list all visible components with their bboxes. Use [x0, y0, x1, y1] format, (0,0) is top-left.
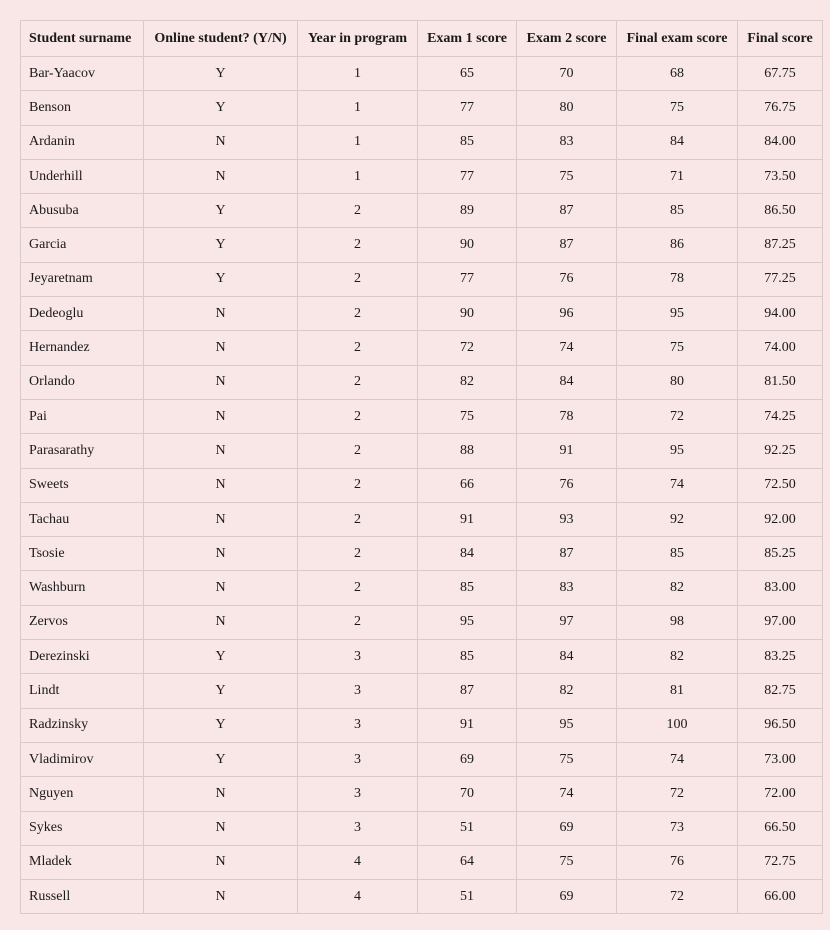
cell-online: Y: [144, 674, 298, 708]
cell-year: 2: [298, 537, 418, 571]
cell-year: 3: [298, 708, 418, 742]
cell-final-score: 82.75: [738, 674, 823, 708]
cell-online: N: [144, 468, 298, 502]
header-final-score: Final score: [738, 21, 823, 57]
cell-exam-1: 70: [418, 777, 517, 811]
cell-online: N: [144, 811, 298, 845]
table-row: [21, 57, 823, 91]
cell-final-score: 92.25: [738, 434, 823, 468]
cell-exam-1: 91: [418, 502, 517, 536]
cell-surname: Benson: [21, 91, 144, 125]
cell-exam-1: 77: [418, 159, 517, 193]
table-container: [20, 20, 822, 914]
cell-surname: Radzinsky: [21, 708, 144, 742]
table-body: [21, 57, 823, 914]
cell-exam-1: 51: [418, 880, 517, 914]
table-row: [21, 845, 823, 879]
cell-surname: Sweets: [21, 468, 144, 502]
cell-year: 4: [298, 845, 418, 879]
cell-year: 4: [298, 880, 418, 914]
cell-exam-2: 76: [517, 468, 617, 502]
cell-online: N: [144, 537, 298, 571]
cell-surname: Zervos: [21, 605, 144, 639]
cell-year: 3: [298, 811, 418, 845]
cell-exam-1: 66: [418, 468, 517, 502]
cell-final-exam: 92: [617, 502, 738, 536]
cell-final-exam: 74: [617, 742, 738, 776]
cell-exam-2: 80: [517, 91, 617, 125]
cell-final-score: 72.50: [738, 468, 823, 502]
cell-final-score: 66.50: [738, 811, 823, 845]
cell-final-exam: 68: [617, 57, 738, 91]
cell-exam-2: 76: [517, 262, 617, 296]
cell-final-score: 85.25: [738, 537, 823, 571]
cell-surname: Underhill: [21, 159, 144, 193]
table-row: [21, 640, 823, 674]
cell-year: 1: [298, 57, 418, 91]
table-row: [21, 434, 823, 468]
table-row: [21, 571, 823, 605]
cell-exam-1: 51: [418, 811, 517, 845]
cell-final-exam: 78: [617, 262, 738, 296]
cell-final-exam: 72: [617, 777, 738, 811]
table-row: [21, 502, 823, 536]
cell-final-exam: 76: [617, 845, 738, 879]
cell-final-exam: 75: [617, 331, 738, 365]
cell-surname: Lindt: [21, 674, 144, 708]
cell-online: N: [144, 502, 298, 536]
cell-final-exam: 82: [617, 640, 738, 674]
header-exam-2-score: Exam 2 score: [517, 21, 617, 57]
cell-final-exam: 84: [617, 125, 738, 159]
cell-final-exam: 71: [617, 159, 738, 193]
cell-exam-1: 87: [418, 674, 517, 708]
cell-online: N: [144, 605, 298, 639]
cell-final-score: 74.00: [738, 331, 823, 365]
cell-exam-2: 75: [517, 742, 617, 776]
table-row: [21, 91, 823, 125]
cell-year: 2: [298, 228, 418, 262]
cell-year: 2: [298, 262, 418, 296]
student-scores-table: [20, 20, 823, 914]
cell-surname: Dedeoglu: [21, 297, 144, 331]
cell-online: Y: [144, 708, 298, 742]
cell-online: Y: [144, 228, 298, 262]
cell-exam-1: 64: [418, 845, 517, 879]
cell-online: N: [144, 571, 298, 605]
cell-final-exam: 82: [617, 571, 738, 605]
cell-surname: Orlando: [21, 365, 144, 399]
table-row: [21, 365, 823, 399]
table-row: [21, 262, 823, 296]
cell-surname: Mladek: [21, 845, 144, 879]
cell-online: Y: [144, 640, 298, 674]
cell-exam-2: 75: [517, 159, 617, 193]
cell-final-exam: 95: [617, 434, 738, 468]
cell-final-score: 76.75: [738, 91, 823, 125]
cell-surname: Bar-Yaacov: [21, 57, 144, 91]
cell-exam-2: 97: [517, 605, 617, 639]
cell-surname: Pai: [21, 399, 144, 433]
table-row: [21, 399, 823, 433]
cell-online: N: [144, 777, 298, 811]
cell-exam-1: 85: [418, 640, 517, 674]
cell-year: 2: [298, 297, 418, 331]
cell-online: Y: [144, 57, 298, 91]
cell-online: N: [144, 845, 298, 879]
cell-final-score: 92.00: [738, 502, 823, 536]
cell-surname: Washburn: [21, 571, 144, 605]
table-row: [21, 777, 823, 811]
cell-exam-2: 87: [517, 228, 617, 262]
cell-final-score: 73.50: [738, 159, 823, 193]
table-row: [21, 880, 823, 914]
cell-final-exam: 75: [617, 91, 738, 125]
cell-final-score: 83.25: [738, 640, 823, 674]
cell-final-score: 72.75: [738, 845, 823, 879]
cell-exam-1: 89: [418, 194, 517, 228]
cell-surname: Nguyen: [21, 777, 144, 811]
cell-final-score: 77.25: [738, 262, 823, 296]
cell-year: 2: [298, 365, 418, 399]
cell-year: 2: [298, 194, 418, 228]
cell-online: N: [144, 331, 298, 365]
table-row: [21, 537, 823, 571]
table-row: [21, 228, 823, 262]
cell-final-exam: 74: [617, 468, 738, 502]
cell-final-exam: 85: [617, 194, 738, 228]
cell-online: Y: [144, 194, 298, 228]
table-row: [21, 297, 823, 331]
table-row: [21, 125, 823, 159]
cell-surname: Abusuba: [21, 194, 144, 228]
cell-year: 1: [298, 125, 418, 159]
cell-final-score: 84.00: [738, 125, 823, 159]
cell-final-score: 96.50: [738, 708, 823, 742]
cell-online: Y: [144, 742, 298, 776]
cell-online: N: [144, 365, 298, 399]
cell-online: N: [144, 434, 298, 468]
cell-exam-2: 93: [517, 502, 617, 536]
cell-year: 3: [298, 742, 418, 776]
cell-exam-1: 90: [418, 228, 517, 262]
cell-year: 3: [298, 777, 418, 811]
cell-online: N: [144, 125, 298, 159]
cell-exam-1: 91: [418, 708, 517, 742]
cell-exam-2: 91: [517, 434, 617, 468]
cell-final-exam: 95: [617, 297, 738, 331]
cell-exam-2: 70: [517, 57, 617, 91]
cell-exam-2: 74: [517, 777, 617, 811]
cell-final-score: 66.00: [738, 880, 823, 914]
cell-exam-1: 65: [418, 57, 517, 91]
cell-exam-1: 77: [418, 91, 517, 125]
cell-exam-2: 84: [517, 640, 617, 674]
cell-final-exam: 98: [617, 605, 738, 639]
cell-final-score: 97.00: [738, 605, 823, 639]
table-row: [21, 331, 823, 365]
table-row: [21, 708, 823, 742]
cell-year: 2: [298, 434, 418, 468]
table-row: [21, 674, 823, 708]
cell-final-exam: 86: [617, 228, 738, 262]
cell-surname: Tachau: [21, 502, 144, 536]
cell-final-exam: 100: [617, 708, 738, 742]
header-year-in-program: Year in program: [298, 21, 418, 57]
cell-final-exam: 80: [617, 365, 738, 399]
cell-online: N: [144, 159, 298, 193]
cell-online: Y: [144, 91, 298, 125]
cell-exam-1: 77: [418, 262, 517, 296]
cell-surname: Tsosie: [21, 537, 144, 571]
table-row: [21, 605, 823, 639]
cell-exam-1: 88: [418, 434, 517, 468]
cell-exam-2: 69: [517, 811, 617, 845]
cell-exam-2: 95: [517, 708, 617, 742]
cell-exam-1: 90: [418, 297, 517, 331]
cell-exam-2: 83: [517, 571, 617, 605]
cell-final-exam: 73: [617, 811, 738, 845]
cell-surname: Derezinski: [21, 640, 144, 674]
cell-exam-2: 96: [517, 297, 617, 331]
table-row: [21, 468, 823, 502]
cell-exam-1: 72: [418, 331, 517, 365]
cell-exam-1: 69: [418, 742, 517, 776]
cell-exam-1: 84: [418, 537, 517, 571]
cell-year: 3: [298, 674, 418, 708]
cell-online: N: [144, 399, 298, 433]
cell-surname: Garcia: [21, 228, 144, 262]
cell-exam-1: 75: [418, 399, 517, 433]
cell-exam-1: 95: [418, 605, 517, 639]
header-online-student: Online student? (Y/N): [144, 21, 298, 57]
header-student-surname: Student surname: [21, 21, 144, 57]
cell-final-score: 67.75: [738, 57, 823, 91]
table-row: [21, 811, 823, 845]
cell-surname: Hernandez: [21, 331, 144, 365]
cell-year: 2: [298, 571, 418, 605]
table-row: [21, 742, 823, 776]
cell-online: N: [144, 880, 298, 914]
cell-year: 1: [298, 91, 418, 125]
cell-final-score: 87.25: [738, 228, 823, 262]
cell-exam-1: 82: [418, 365, 517, 399]
cell-year: 2: [298, 605, 418, 639]
cell-surname: Sykes: [21, 811, 144, 845]
cell-final-score: 94.00: [738, 297, 823, 331]
cell-year: 2: [298, 331, 418, 365]
cell-final-exam: 72: [617, 880, 738, 914]
cell-final-score: 83.00: [738, 571, 823, 605]
cell-final-exam: 72: [617, 399, 738, 433]
cell-exam-1: 85: [418, 571, 517, 605]
cell-final-score: 86.50: [738, 194, 823, 228]
cell-year: 2: [298, 399, 418, 433]
cell-final-score: 81.50: [738, 365, 823, 399]
cell-exam-2: 75: [517, 845, 617, 879]
table-row: [21, 159, 823, 193]
cell-exam-2: 87: [517, 537, 617, 571]
cell-year: 1: [298, 159, 418, 193]
cell-surname: Jeyaretnam: [21, 262, 144, 296]
cell-exam-2: 87: [517, 194, 617, 228]
cell-year: 3: [298, 640, 418, 674]
header-exam-1-score: Exam 1 score: [418, 21, 517, 57]
cell-surname: Ardanin: [21, 125, 144, 159]
cell-online: N: [144, 297, 298, 331]
cell-exam-1: 85: [418, 125, 517, 159]
cell-surname: Parasarathy: [21, 434, 144, 468]
cell-exam-2: 74: [517, 331, 617, 365]
cell-final-score: 73.00: [738, 742, 823, 776]
cell-exam-2: 84: [517, 365, 617, 399]
cell-surname: Russell: [21, 880, 144, 914]
header-final-exam-score: Final exam score: [617, 21, 738, 57]
cell-final-exam: 85: [617, 537, 738, 571]
table-row: [21, 194, 823, 228]
cell-year: 2: [298, 468, 418, 502]
cell-exam-2: 83: [517, 125, 617, 159]
cell-online: Y: [144, 262, 298, 296]
cell-final-score: 72.00: [738, 777, 823, 811]
cell-final-exam: 81: [617, 674, 738, 708]
cell-final-score: 74.25: [738, 399, 823, 433]
cell-surname: Vladimirov: [21, 742, 144, 776]
cell-year: 2: [298, 502, 418, 536]
cell-exam-2: 78: [517, 399, 617, 433]
cell-exam-2: 82: [517, 674, 617, 708]
cell-exam-2: 69: [517, 880, 617, 914]
table-header-row: [21, 21, 823, 57]
